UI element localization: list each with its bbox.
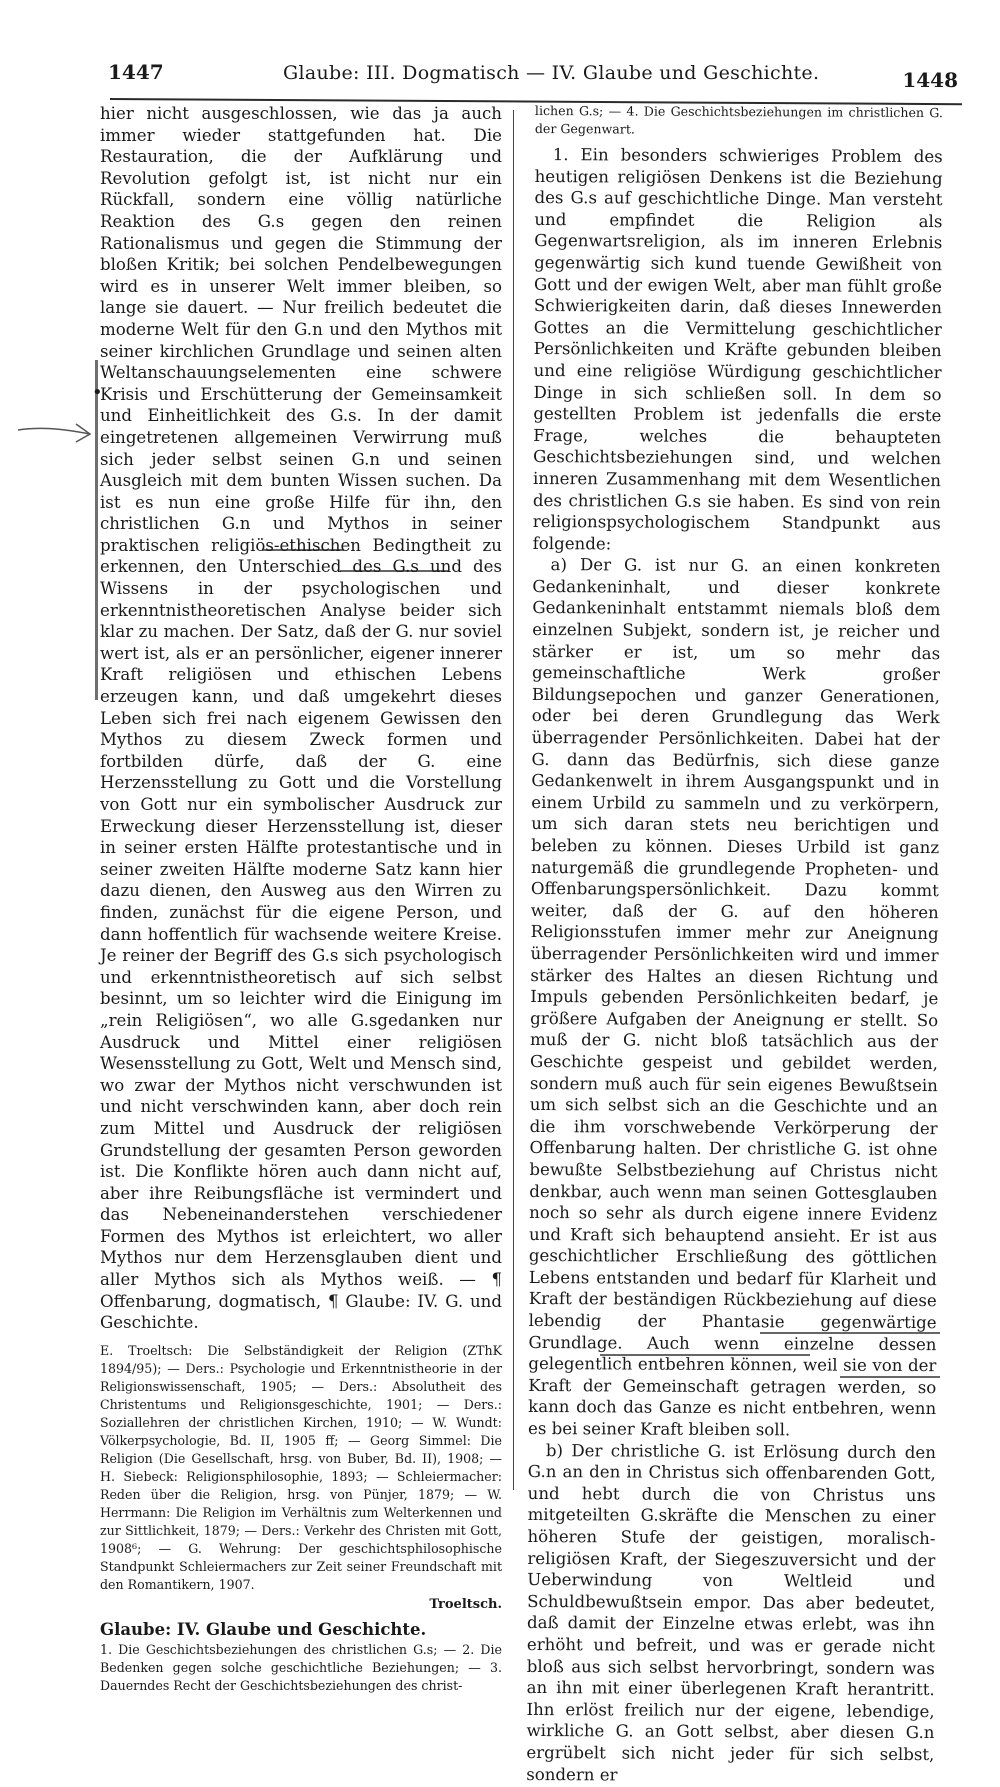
left-column-number: 1447 bbox=[108, 60, 164, 84]
running-title: Glaube: III. Dogmatisch — IV. Glaube und Geschichte. bbox=[283, 62, 820, 84]
right-column bbox=[526, 102, 943, 1787]
right-column-number: 1448 bbox=[902, 68, 958, 92]
margin-bullet: • bbox=[92, 382, 103, 403]
body-paragraph: 1. Ein besonders schwieriges Problem des heutigen religiösen Denkens ist die Beziehung des G.s auf geschichtliche Dinge. Man versteht und empfindet die Religion als Gegenwartsreligion, als im inneren Erlebnis gegenwärtig sich kund tuende Gewißheit von Gott und der ewigen Welt, aber man fühlt große Schwierigkeiten darin, daß dieses Innewerden Gottes an die Vermittelung geschichtlicher Persönlichkeiten und Kräfte gebunden bleiben und eine religiöse Würdigung geschichtlicher Dinge in sich schließen soll. In dem so gestellten Problem ist jedenfalls die erste Frage, welches die behaupteten Geschichtsbeziehungen sind, und welchen inneren Zusammenhang mit dem Wesentlichen des christlichen G.s sie haben. Es sind von rein religionspsychologischem Standpunkt aus folgende: bbox=[532, 145, 943, 554]
section-contents: 1. Die Geschichtsbeziehungen des christlichen G.s; — 2. Die Bedenken gegen solche geschichtliche Beziehungen; — 3. Dauerndes Recht der Geschichtsbeziehungen des christ- bbox=[100, 1642, 502, 1694]
section-contents-continued: lichen G.s; — 4. Die Geschichtsbeziehungen im christlichen G. der Gegenwart. bbox=[534, 102, 943, 137]
page-header bbox=[108, 60, 958, 96]
body-paragraph: hier nicht ausgeschlossen, wie das ja auch immer wieder stattgefunden hat. Die Restauration, die der Aufklärung und Revolution gefolgt ist, ist nicht nur ein Rückfall, sondern eine völlig natürliche Reaktion des G.s gegen den reinen Rationalismus und gegen die Stimmung der bloßen Kritik; bei solchen Pendelbewegungen wird es in unserer Welt immer bleiben, so lange sie dauert. — Nur freilich bedeutet die moderne Welt für den G.n und den Mythos mit seiner kirchlichen Grundlage und seinen alten Weltanschauungselementen eine schwere Krisis und Erschütterung der Gemeinsamkeit und Einheitlichkeit des G.s. In der damit eingetretenen allgemeinen Verwirrung muß sich jeder selbst seinen G.n und seinen Ausgleich mit dem bunten Wissen suchen. Da ist es nun eine große Hilfe für ihn, den christlichen G.n und Mythos in seiner praktischen religiös-ethischen Bedingtheit zu erkennen, den Unterschied des G.s und des Wissens in der psychologischen und erkenntnistheoretischen Analyse beider sich klar zu machen. Der Satz, daß der G. nur soviel wert ist, als er an persönlicher, eigener innerer Kraft religiösen und ethischen Lebens erzeugen kann, und daß umgekehrt dieses Leben sich frei nach eigenem Gewissen den Mythos zu diesem Zweck formen und fortbilden dürfe, daß der G. eine Herzensstellung zu Gott und die Vorstellung von Gott nur ein symbolischer Ausdruck zur Erweckung dieser Herzensstellung ist, dieser in seiner ersten Hälfte protestantische und in seiner zweiten Hälfte moderne Satz kann hier dazu dienen, den Ausweg aus den Wirren zu finden, zunächst für die eigene Person, und dann hoffentlich für wachsende weitere Kreise. Je reiner der Begriff des G.s sich psychologisch und erkenntnistheoretisch auf sich selbst besinnt, um so leichter wird die Einigung im „rein Religiösen“, wo alle G.sgedanken nur Ausdruck und Mittel einer religiösen Wesensstellung zu Gott, Welt und Mensch sind, wo zwar der Mythos nicht verschwunden ist und nicht verschwinden kann, aber doch rein zum Mittel und Ausdruck der religiösen Grundstellung der gesamten Person geworden ist. Die Konflikte hören auch dann nicht auf, aber ihre Reibungsfläche ist vermindert und das Nebeneinanderstehen verschiedener Formen des Mythos ist erleichtert, wo aller Mythos nur dem Herzensglauben dient und aller Mythos sich als Mythos weiß. — ¶ Offenbarung, dogmatisch, ¶ Glaube: IV. G. und Geschichte. bbox=[100, 104, 502, 1333]
margin-pencil-bar bbox=[95, 360, 98, 700]
body-paragraph: b) Der christliche G. ist Erlösung durch den G.n an den in Christus sich offenbarenden Gott, und hebt durch die von Christus uns mitgeteilten G.skräfte die Menschen zu einer höheren Stufe der geistigen, moralisch-religiösen Kraft, der Siegeszuversicht und der Ueberwindung von Weltleid und Schuldbewußtsein empor. Das aber bedeutet, daß damit der Einzelne etwas erlebt, was ihn erhöht und befreit, und was er gerade nicht bloß aus sich selbst hervorbringt, sondern was an ihn mit einer überlegenen Kraft herantritt. Ihn erlöst freilich nur der eigene, lebendige, wirkliche G. an Gott selbst, aber diesen G.n ergrübelt sich nicht jeder für sich selbst, sondern er bbox=[526, 1440, 936, 1784]
bibliography: E. Troeltsch: Die Selbständigkeit der Religion (ZThK 1894/95); — Ders.: Psychologie und Erkenntnistheorie in der Religionswissenschaft, 1905; — Ders.: Absolutheit des Christentums und Religionsgeschichte, 1901; — Ders.: Soziallehren der christlichen Kirchen, 1910; — W. Wundt: Völkerpsychologie, Bd. II, 1905 ff; — Georg Simmel: Die Religion (Die Gesellschaft, hrsg. von Buber, Bd. II), 1908; — H. Siebeck: Religionsphilosophie, 1893; — Schleiermacher: Reden über die Religion, hrsg. von Pünjer, 1879; — W. Herrmann: Die Religion im Verhältnis zum Welterkennen und zur Sittlichkeit, 1879; — Ders.: Verkehr des Christen mit Gott, 1908⁶; — G. Wehrung: Der geschichtsphilosophische Standpunkt Schleiermachers zur Zeit seiner Freundschaft mit den Romantikern, 1907. bbox=[100, 1342, 502, 1592]
author-signature: Troeltsch. bbox=[429, 1596, 502, 1612]
body-paragraph: a) Der G. ist nur G. an einen konkreten Gedankeninhalt, und dieser konkrete Gedankeninhalt entstammt niemals bloß dem einzelnen Subjekt, sondern ist, je reicher und stärker er ist, um so mehr das gemeinschaftliche Werk großer Bildungsepochen und ganzer Generationen, oder bei deren Grundlegung das Werk überragender Persönlichkeiten. Dabei hat der G. dann das Bedürfnis, sich diese ganze Gedankenwelt in ihrem Ausgangspunkt und in einem Urbild zu sammeln und zu verkörpern, um sich daran stets neu berichtigen und beleben zu können. Dieses Urbild ist ganz naturgemäß die grundlegende Propheten- und Offenbarungspersönlichkeit. Dazu kommt weiter, daß der G. auf den höheren Religionsstufen immer mehr zur Aneignung überragender Persönlichkeiten wird und immer stärker des Haltes an diesen Richtung und Impuls gebenden Persönlichkeiten bedarf, je größere Aufgaben der Aneignung er stellt. So muß der G. nicht bloß tatsächlich aus der Geschichte gespeist und gebildet werden, sondern muß auch für sein eigenes Bewußtsein um sich selbst sich an die Geschichte und an die ihm vorschwebende Verkörperung der Offenbarung halten. Der christliche G. ist ohne bewußte Selbstbeziehung auf Christus nicht denkbar, auch wenn man seinen Gottesglauben noch so sehr als durch eigene innere Evidenz und Kraft sich behauptend ansieht. Er ist aus geschichtlicher Erschließung des göttlichen Lebens entstanden und bedarf für Klarheit und Kraft der beständigen Rückbeziehung auf diese lebendig der Phantasie gegenwärtige Grundlage. Auch wenn einzelne dessen gelegentlich entbehren können, weil sie von der Kraft der Gemeinschaft getragen werden, so kann doch das Ganze es nicht entbehren, wenn es bei seiner Kraft bleiben soll. bbox=[528, 555, 941, 1440]
column-divider bbox=[513, 110, 514, 1490]
section-heading: Glaube: IV. Glaube und Geschichte. bbox=[100, 1620, 427, 1640]
left-column bbox=[100, 103, 502, 1695]
margin-arrow-icon bbox=[14, 410, 94, 450]
